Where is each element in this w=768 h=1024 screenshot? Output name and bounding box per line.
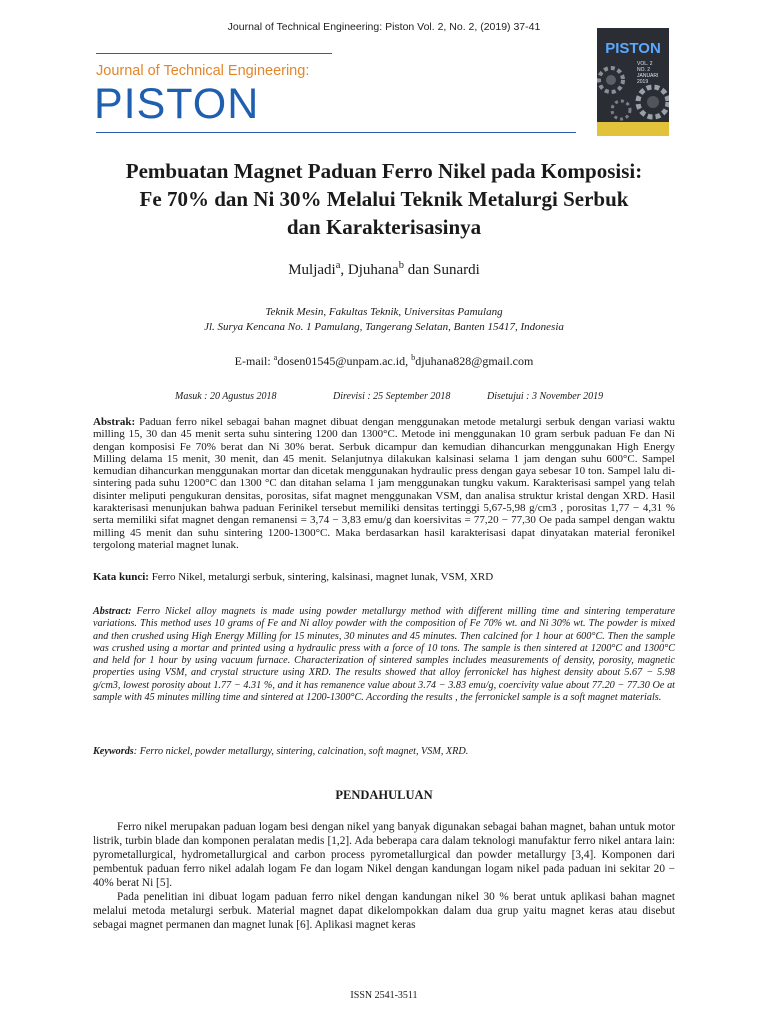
brand-divider-bottom bbox=[96, 132, 576, 133]
abstract-indonesian: Abstrak: Paduan ferro nikel sebagai bahan magnet dibuat dengan menggunakan metode metalurgi serbuk dengan variasi waktu milling 15, 30 dan 45 menit serta suhu sintering 1200 dan 1300°C. Metode ini menggunakan 10 gram serbuk paduan Fe dan Ni dengan komposisi Fe 70% berat dan Ni 30% berat. Serbuk dicampur dan kemudian dihancurkan menggunakan High Energy Milling delama 15 menit, 30 menit, dan 45 menit. Selanjutnya dilakukan kalsinasi selama 1 jam dengan suhu 600°C. Sampel kemudian dihancurkan menggunakan mortar dan dicetak menggunakan hydraulic press dengan gaya sebesar 10 ton. Sampel lalu di-sintering pada suhu 1200°C dan 1300 °C dan ditahan selama 1 jam menggunakan tungku vakum. Karakterisasi sampel yang telah disinter meliputi pengukuran densitas, porositas, sifat magnet menggunakan VSM, dan analisa struktur kristal dengan XRD. Hasil karakterisasi menunjukan bahwa paduan Ferinikel tersebut memiliki densitas tertinggi 5,67-5,98 g/cm3 , porositas 1,77 − 4,31 % serta memiliki sifat magnet dengan remanensi = 3,74 − 3,83 emu/g dan koersivitas = 77,20 − 77,30 Oe pada sampel dengan waktu milling 45 menit dan suhu sintering 1200-1300°C. Maka berdasarkan hasil karakterisasi dapat dinyatakan material feronikel tergolong material magnet lunak. bbox=[93, 416, 675, 551]
date-received: Masuk : 20 Agustus 2018 bbox=[175, 391, 277, 402]
journal-title: PISTON bbox=[94, 80, 260, 128]
date-revised: Direvisi : 25 September 2018 bbox=[333, 391, 451, 402]
author-email: E-mail: $^a$dosen01545@unpam.ac.id, $^b$djuhana828@gmail.com bbox=[234, 353, 534, 368]
keywords-english: Keywords: Ferro nickel, powder metallurgy, sintering, calcination, soft magnet, VSM, XRD. bbox=[93, 746, 469, 757]
body-text bbox=[93, 820, 675, 932]
cover-footer-band bbox=[597, 122, 669, 136]
section-heading: PENDAHULUAN bbox=[335, 788, 433, 802]
cover-volume: VOL. 2 NO. 2 JANUARI 2019 bbox=[637, 61, 659, 85]
affiliation: Teknik Mesin, Fakultas Teknik, Universitas Pamulang Jl. Surya Kencana No. 1 Pamulang, Tangerang Selatan, Banten 15417, Indonesia bbox=[204, 306, 564, 333]
journal-cover-image bbox=[597, 28, 669, 136]
brand-divider-top bbox=[96, 53, 332, 54]
abstract-english: Abstract: Ferro Nickel alloy magnets is made using powder metallurgy method with different milling time and sintering temperature variations. This method uses 10 grams of Fe and Ni alloy powder with the composition of Fe 70% wt. and Ni 30% wt. The powder is mixed and then crushed using High Energy Milling for 15 minutes, 30 minutes and 45 minutes. Then calcined for 1 hour at 600°C. Then the sample was crushed using a mortar and printed using a hydraulic press with a force of 10 tons. The sample is then sintered at 1200°C and 1300°C and held for 1 hour by using vacuum furnace. Characterization of sintered samples includes measurements of density, porosity, magnetic properties using VSM, and crystal structure using XRD. The results showed that alloy ferronickel has highest density about 5.67 − 5.98 g/cm3, lowest porosity about 1.77 − 4.31 %, and it has remanence value about 3.74 − 3.83 emu/g, coercivity value about 77.20 − 77.30 Oe at sample with 45 minutes milling time and sintered at 1200-1300°C. According the results , the ferronickel sample is a soft magnet materials. bbox=[93, 606, 675, 704]
running-head: Journal of Technical Engineering: Piston Vol. 2, No. 2, (2019) 37-41 bbox=[227, 21, 541, 33]
date-accepted: Disetujui : 3 November 2019 bbox=[487, 391, 604, 402]
keywords-indonesian: Kata kunci: Ferro Nikel, metalurgi serbuk, sintering, kalsinasi, magnet lunak, VSM, XRD bbox=[93, 571, 494, 583]
paragraph: Ferro nikel merupakan paduan logam besi dengan nikel yang banyak digunakan sebagai bahan magnet, bahan untuk motor listrik, turbin blade dan komponen peralatan medis [1,2]. Ada beberapa cara dalam teknologi manufaktur ferro nikel antara lain: pyrometallurgical, hydrometallurgical and carbon process pyrometallurgical dan powder metallurgy [3,4]. Komponen dari pembentuk paduan ferro nikel adalah logam Fe dan logam Nikel dengan kandungan logam nikel pada paduan ini sekitar 20 − 40% berat Ni [5]. bbox=[93, 821, 675, 889]
issn-footer: ISSN 2541-3511 bbox=[350, 990, 418, 1001]
authors: Muljadi$^a$, Djuhana$^b$ dan Sunardi bbox=[288, 260, 480, 278]
paragraph: Pada penelitian ini dibuat logam paduan ferro nikel dengan kandungan nikel 30 % berat untuk aplikasi bahan magnet melalui metoda metalurgi serbuk. Material magnet dapat dikelompokkan dalam dua grup yaitu magnet keras atau disebut sebagai magnet permanen dan magnet lunak [6]. Aplikasi magnet keras bbox=[93, 891, 675, 931]
paper-title: Pembuatan Magnet Paduan Ferro Nikel pada Komposisi: Fe 70% dan Ni 30% Melalui Teknik Metalurgi Serbuk dan Karakterisasinya bbox=[125, 159, 643, 239]
journal-subtitle: Journal of Technical Engineering: bbox=[96, 63, 310, 79]
cover-title: PISTON bbox=[605, 40, 661, 57]
